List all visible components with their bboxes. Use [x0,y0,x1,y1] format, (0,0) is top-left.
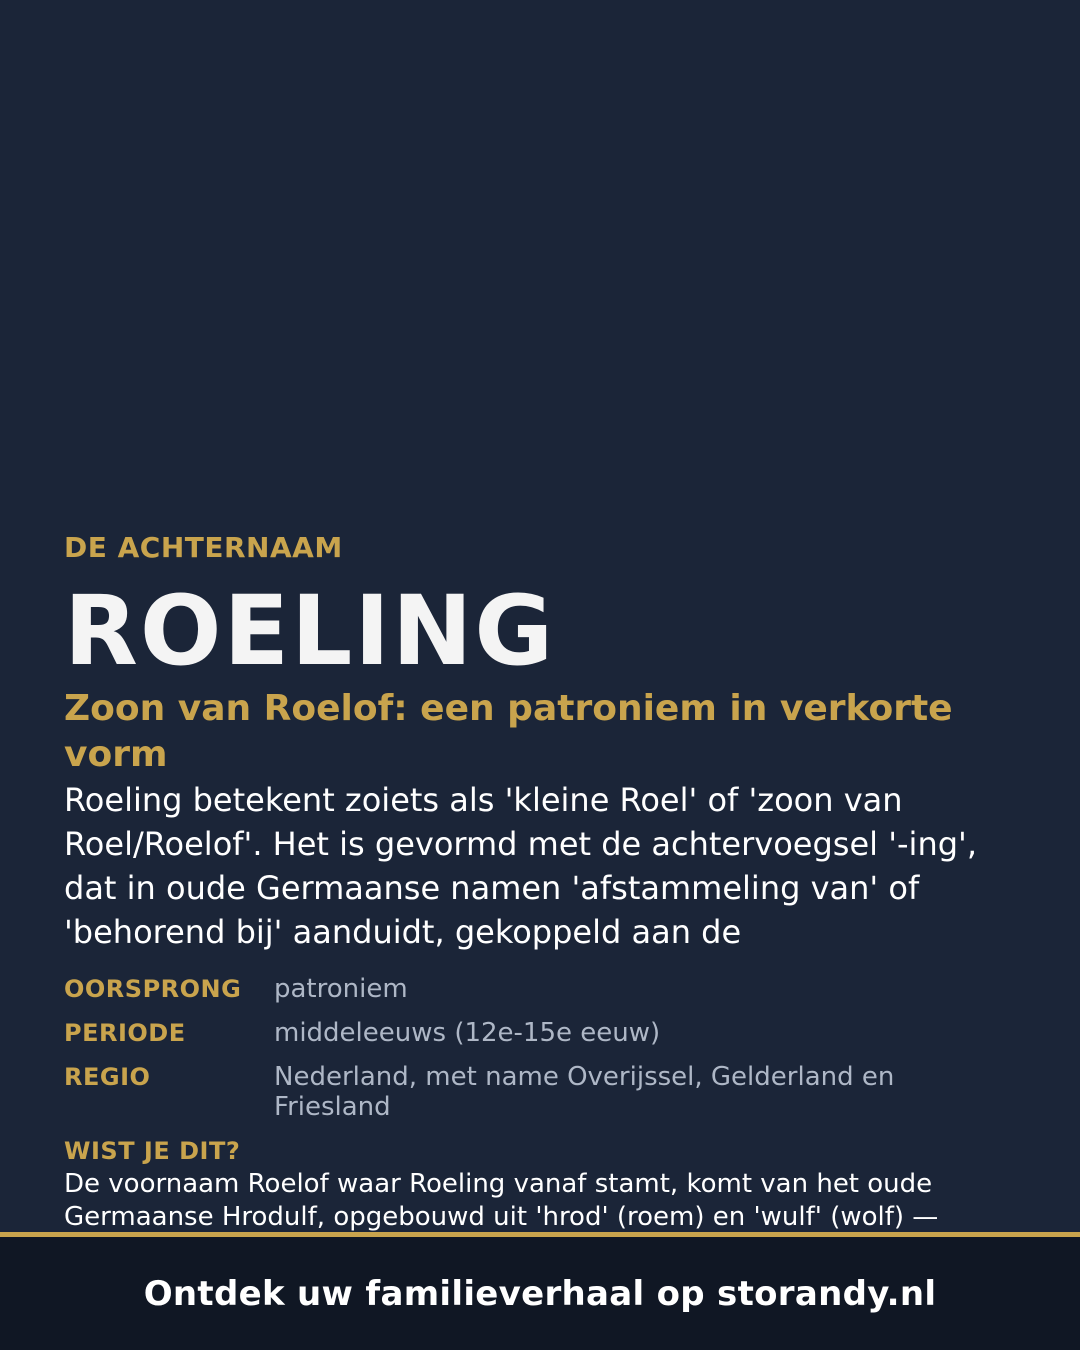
fact-row-origin [64,974,1024,1004]
fact-label: PERIODE [64,1019,186,1047]
fact-label: OORSPRONG [64,975,242,1003]
fact-row-period [64,1018,1024,1048]
did-you-know-text: De voornaam Roelof waar Roeling vanaf stamt, komt van het oude Germaanse Hrodulf, opgebouwd uit 'hrod' (roem) en 'wulf' (wolf) — [64,1169,939,1232]
surname-description: Roeling betekent zoiets als 'kleine Roel' of 'zoon van Roel/Roelof'. Het is gevormd met de achtervoegsel '-ing', dat in oude Germaanse namen 'afstammeling van' of 'behorend bij' aanduidt, gekoppeld aan de [64,781,977,951]
fact-value: Nederland, met name Overijssel, Gelderland en Friesland [274,1062,895,1122]
fact-label: REGIO [64,1063,151,1091]
did-you-know-heading: WIST JE DIT? [64,1137,241,1165]
surname-tagline: Zoon van Roelof: een patroniem in verkorte vorm [64,688,953,775]
surname-content [64,528,1024,1234]
eyebrow-label: DE ACHTERNAAM [64,531,343,564]
fact-value: patroniem [274,974,408,1004]
facts-list [64,974,1024,1122]
fact-value: middeleeuws (12e-15e eeuw) [274,1018,661,1048]
surname-title: ROELING [64,575,556,687]
footer-banner [0,1232,1080,1350]
footer-cta: Ontdek uw familieverhaal op storandy.nl [143,1273,937,1314]
fact-row-region [64,1062,1024,1122]
